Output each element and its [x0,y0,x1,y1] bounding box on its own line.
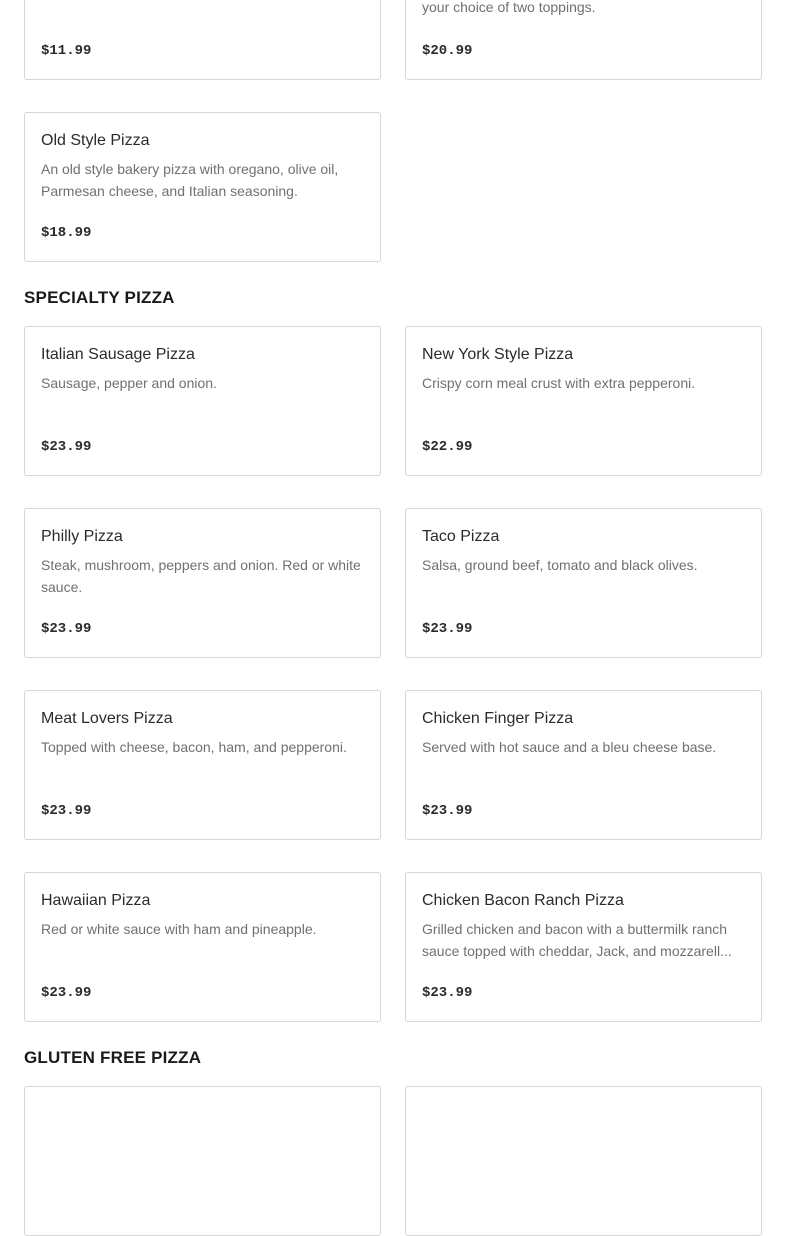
menu-item-card-old-style-pizza[interactable] [24,112,381,262]
item-price: $23.99 [422,621,473,637]
menu-item-card[interactable] [24,508,381,658]
item-price: $23.99 [41,985,92,1001]
item-name: Chicken Bacon Ranch Pizza [422,892,624,909]
item-description: your choice of two toppings. [422,0,596,15]
item-description: Crispy corn meal crust with extra pepperoni. [422,375,696,391]
menu-item-card[interactable] [405,508,762,658]
item-price: $18.99 [41,225,92,241]
item-description: Steak, mushroom, peppers and onion. Red or white sauce. [41,557,361,595]
item-description: Served with hot sauce and a bleu cheese base. [422,739,717,755]
menu-item-card[interactable] [24,326,381,476]
section-title-specialty-pizza: SPECIALTY PIZZA [24,288,175,307]
item-price: $20.99 [422,43,473,59]
menu-item-card[interactable] [405,1086,762,1236]
item-description: Sausage, pepper and onion. [41,375,217,391]
item-description: Red or white sauce with ham and pineapple. [41,921,317,937]
item-price: $23.99 [41,621,92,637]
menu-item-card[interactable] [24,872,381,1022]
menu-item-card[interactable] [405,326,762,476]
item-name: Philly Pizza [41,528,123,545]
menu-item-card[interactable] [24,690,381,840]
menu-item-card[interactable] [24,1086,381,1236]
item-price: $11.99 [41,43,92,59]
item-price: $22.99 [422,439,473,455]
item-description: Topped with cheese, bacon, ham, and pepperoni. [41,739,347,755]
item-name: Taco Pizza [422,528,500,545]
item-name: Meat Lovers Pizza [41,710,173,727]
item-description: An old style bakery pizza with oregano, olive oil, Parmesan cheese, and Italian seasoning. [41,161,339,199]
item-price: $23.99 [422,985,473,1001]
menu-item-card[interactable] [405,0,762,80]
item-name: Chicken Finger Pizza [422,710,574,727]
item-price: $23.99 [41,439,92,455]
section-title-gluten-free-pizza: GLUTEN FREE PIZZA [24,1048,202,1067]
menu-item-card[interactable] [405,872,762,1022]
item-name: New York Style Pizza [422,346,574,363]
menu-item-card[interactable] [24,0,381,80]
item-name: Old Style Pizza [41,132,150,149]
item-name: Hawaiian Pizza [41,892,151,909]
item-price: $23.99 [41,803,92,819]
item-price: $23.99 [422,803,473,819]
item-name: Italian Sausage Pizza [41,346,195,363]
item-description: Grilled chicken and bacon with a buttermilk ranch sauce topped with cheddar, Jack, and mozzarell... [422,921,732,959]
menu-item-card[interactable] [405,690,762,840]
item-description: Salsa, ground beef, tomato and black olives. [422,557,698,573]
